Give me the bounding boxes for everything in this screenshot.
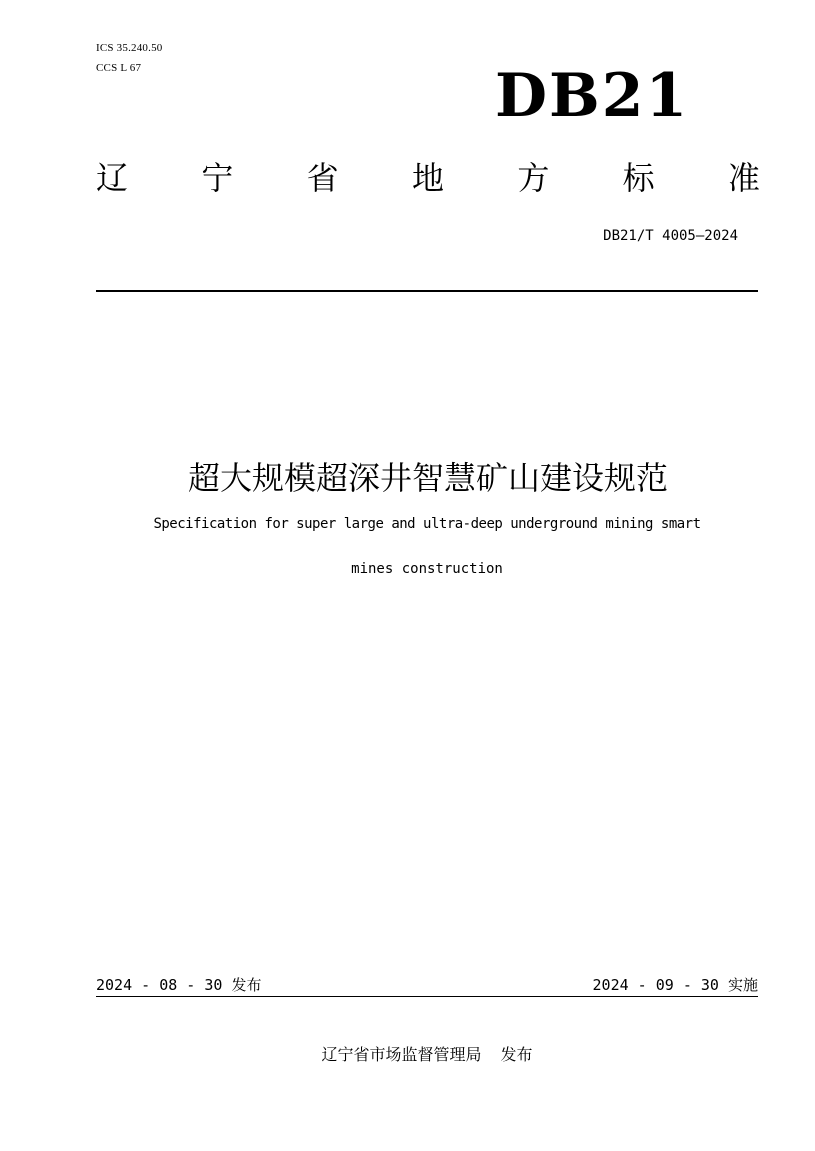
standard-type-char: 地	[411, 159, 444, 197]
standard-type-char: 省	[306, 159, 339, 197]
date-row	[96, 975, 758, 995]
standard-type-char: 方	[517, 159, 550, 197]
standard-type-char: 宁	[201, 159, 234, 197]
document-title-chinese: 超大规模超深井智慧矿山建设规范	[187, 459, 668, 497]
standard-type-char: 辽	[96, 159, 129, 197]
top-divider	[96, 290, 758, 292]
document-title-english-line1: Specification for super large and ultra-deep underground mining smart	[153, 516, 701, 532]
standard-type-title	[96, 158, 760, 198]
standard-type-char: 准	[727, 159, 760, 197]
issue-date: 2024 - 08 - 30 发布	[96, 976, 262, 994]
document-title-english-line2: mines construction	[351, 561, 503, 577]
standard-number: DB21/T 4005—2024	[603, 228, 738, 244]
ics-code: ICS 35.240.50	[96, 42, 163, 54]
bottom-divider	[96, 996, 758, 997]
implement-date: 2024 - 09 - 30 实施	[592, 976, 758, 994]
standard-type-char: 标	[622, 159, 655, 197]
standard-logo: DB21	[495, 61, 690, 131]
ccs-code: CCS L 67	[96, 62, 142, 74]
publisher: 辽宁省市场监督管理局 发布	[321, 1045, 533, 1064]
